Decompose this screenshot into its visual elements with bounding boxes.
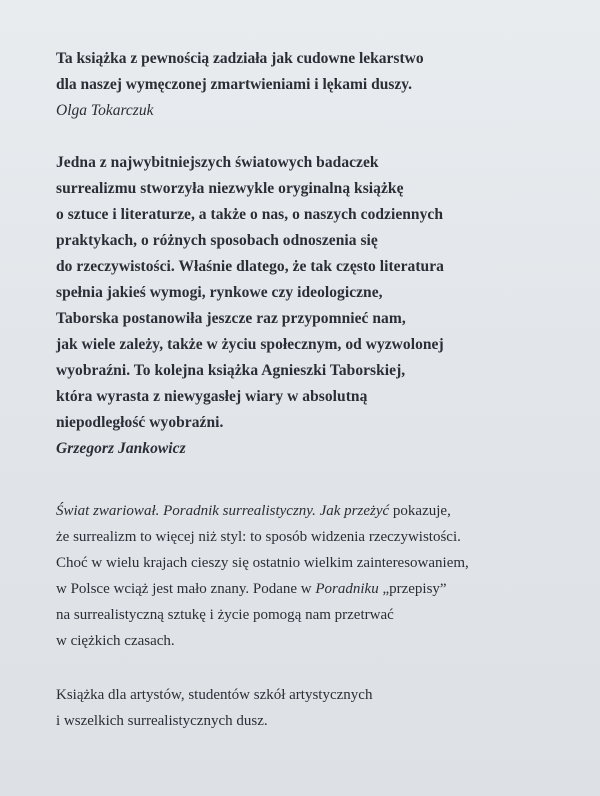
quote-author: Grzegorz Jankowicz (56, 440, 186, 457)
book-title: Świat zwariował. Poradnik surrealistyczny. Jak przeżyć (56, 503, 390, 519)
description-line: na surrealistyczną sztukę i życie pomogą nam przetrwać (56, 607, 394, 623)
quote-line: która wyrasta z niewygasłej wiary w absolutną (56, 388, 368, 405)
quote-line: Taborska postanowiła jeszcze raz przypomnieć nam, (56, 310, 406, 327)
quote-line: Ta książka z pewnością zadziała jak cudowne lekarstwo (56, 50, 424, 67)
description-line (56, 498, 576, 524)
quote-line: do rzeczywistości. Właśnie dlatego, że tak często literatura (56, 258, 444, 275)
quote-author: Olga Tokarczuk (56, 102, 154, 119)
quote-line: niepodległość wyobraźni. (56, 414, 224, 431)
quote-line: dla naszej wymęczonej zmartwieniami i lękami duszy. (56, 76, 413, 93)
quote-line: o sztuce i literaturze, a także o nas, o naszych codziennych (56, 206, 443, 223)
quote-line: praktykach, o różnych sposobach odnoszenia się (56, 232, 378, 249)
quote-jankowicz (56, 150, 576, 462)
description-line: w ciężkich czasach. (56, 633, 175, 649)
book-title-short: Poradniku (315, 581, 379, 597)
book-description (56, 498, 576, 654)
description-text: w Polsce wciąż jest mało znany. Podane w (56, 581, 316, 597)
description-text: „przepisy” (378, 581, 447, 597)
target-audience (56, 682, 576, 734)
audience-line: Książka dla artystów, studentów szkół artystycznych (56, 687, 373, 703)
audience-line: i wszelkich surrealistycznych dusz. (56, 713, 268, 729)
quote-line: spełnia jakieś wymogi, rynkowe czy ideologiczne, (56, 284, 383, 301)
description-text: pokazuje, (389, 503, 451, 519)
description-line: Choć w wielu krajach cieszy się ostatnio wielkim zainteresowaniem, (56, 555, 469, 571)
quote-line: surrealizmu stworzyła niezwykle oryginalną książkę (56, 180, 404, 197)
quote-line: Jedna z najwybitniejszych światowych badaczek (56, 154, 379, 171)
quote-line: wyobraźni. To kolejna książka Agnieszki Taborskiej, (56, 362, 406, 379)
quote-tokarczuk (56, 46, 576, 124)
description-line: że surrealizm to więcej niż styl: to sposób widzenia rzeczywistości. (56, 529, 461, 545)
quote-line: jak wiele zależy, także w życiu społecznym, od wyzwolonej (56, 336, 444, 353)
description-line (56, 576, 576, 602)
